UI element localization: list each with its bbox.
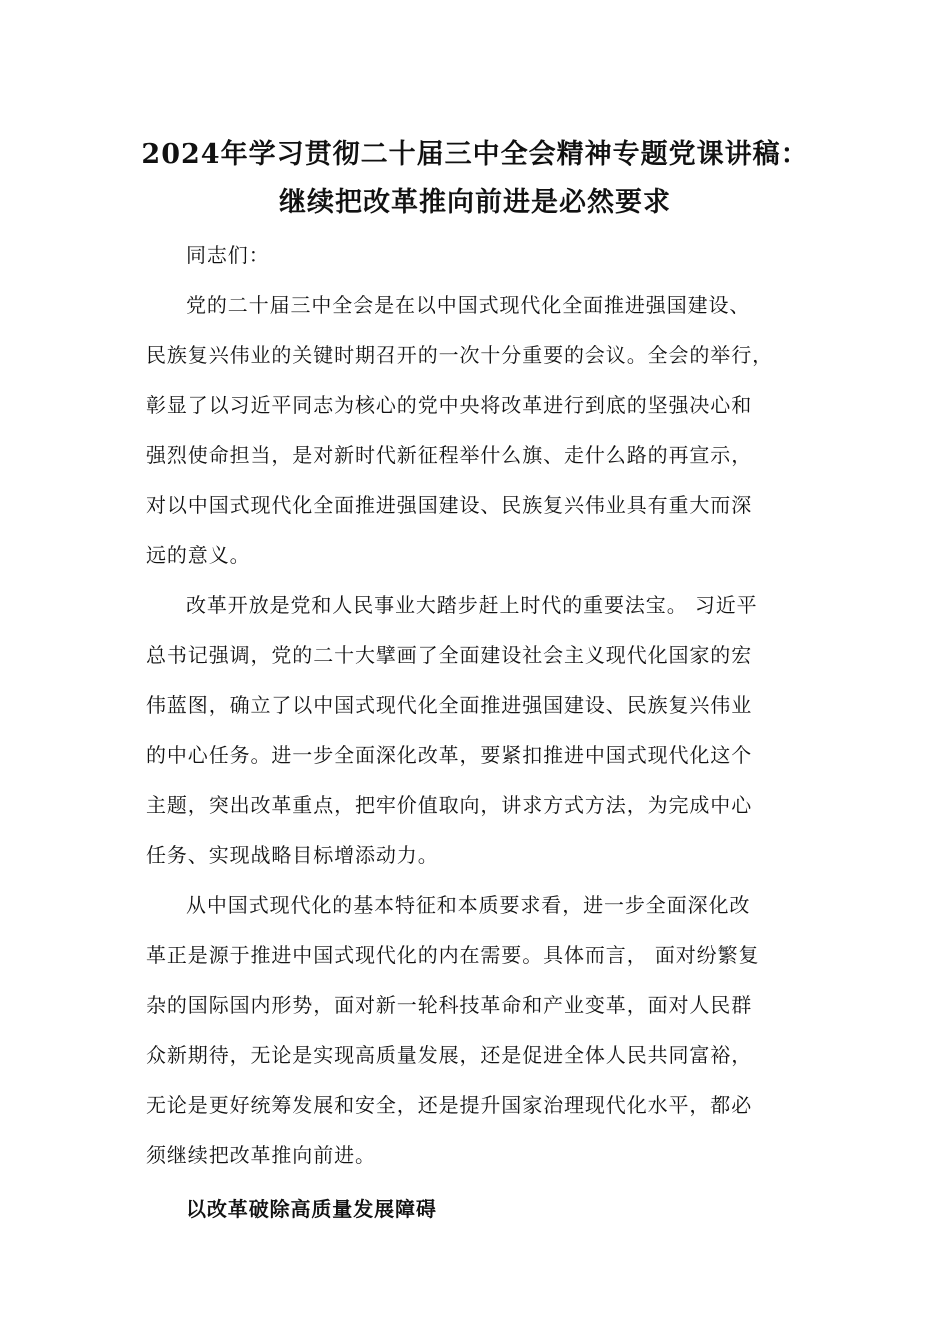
salutation: 同志们： [186,243,270,267]
paragraph-line: 总书记强调，党的二十大擘画了全面建设社会主义现代化国家的宏 [146,643,753,667]
paragraph-line: 强烈使命担当，是对新时代新征程举什么旗、走什么路的再宣示， [146,443,753,467]
paragraph-line: 的中心任务。进一步全面深化改革，要紧扣推进中国式现代化这个 [146,743,753,767]
paragraph-line: 须继续把改革推向前进。 [146,1143,376,1167]
paragraph-line: 改革开放是党和人民事业大踏步赶上时代的重要法宝。 习近平 [186,593,758,617]
document-title-line-2: 继续把改革推向前进是必然要求 [279,187,671,218]
paragraph-line: 众新期待，无论是实现高质量发展，还是促进全体人民共同富裕， [146,1043,753,1067]
paragraph [146,580,811,880]
paragraph [146,880,811,1180]
paragraph-line: 民族复兴伟业的关键时期召开的一次十分重要的会议。全会的举行， [146,343,773,367]
paragraph-line: 无论是更好统筹发展和安全，还是提升国家治理现代化水平，都必 [146,1093,753,1117]
document-title-line-1: 2024年学习贯彻二十届三中全会精神专题党课讲稿： [141,139,809,170]
paragraph-line: 对以中国式现代化全面推进强国建设、民族复兴伟业具有重大而深 [146,493,753,517]
paragraph-line: 伟蓝图，确立了以中国式现代化全面推进强国建设、民族复兴伟业 [146,693,753,717]
paragraph [146,280,811,580]
paragraph-line: 任务、实现战略目标增添动力。 [146,843,439,867]
document-body [146,230,811,1234]
paragraph-line: 彰显了以习近平同志为核心的党中央将改革进行到底的坚强决心和 [146,393,753,417]
paragraph-line: 远的意义。 [146,543,251,567]
paragraph-line: 革正是源于推进中国式现代化的内在需要。具体而言， 面对纷繁复 [146,943,760,967]
paragraph-line: 杂的国际国内形势，面对新一轮科技革命和产业变革，面对人民群 [146,993,753,1017]
section-heading: 以改革破除高质量发展障碍 [186,1197,437,1221]
paragraph-line: 从中国式现代化的基本特征和本质要求看，进一步全面深化改 [186,893,751,917]
paragraph-line: 党的二十届三中全会是在以中国式现代化全面推进强国建设、 [186,293,751,317]
paragraph-line: 主题，突出改革重点，把牢价值取向，讲求方式方法，为完成中心 [146,793,753,817]
